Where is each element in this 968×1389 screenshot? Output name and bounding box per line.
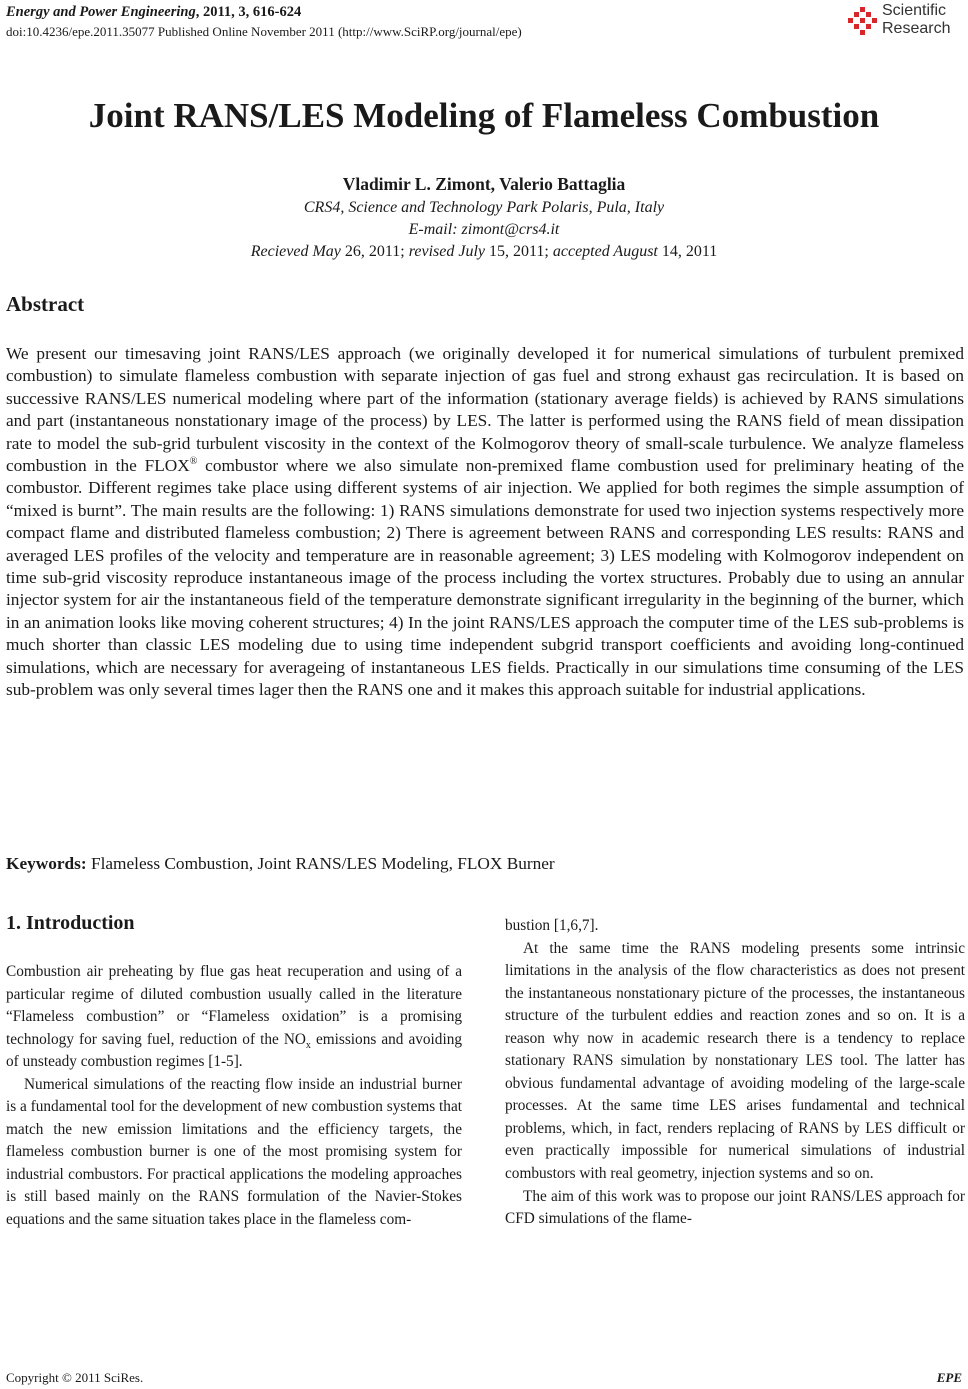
accepted-date: 14, 2011 xyxy=(657,243,718,260)
journal-abbreviation: EPE xyxy=(936,1370,962,1385)
intro-paragraph-3: At the same time the RANS modeling presents some intrinsic limitations in the analysis of the flow characteristics as does not present the instantaneous nonstationary picture of the processes, the instantaneous structure of the turbulent eddies and reaction zones and so on. It is a reason why now in academic research there is a tendency to replace stationary RANS simulation by nonstationary LES tool. The latter has obvious fundamental advantage of avoiding modeling of the large-scale processes. At the same time LES arises fundamental and technical problems, which, in fact, renders replacing of RANS by LES difficult or even practically impossible for numerical simulations of industrial combustors with real geometry, injection systems and so on. xyxy=(505,939,965,1183)
received-label: Recieved May xyxy=(250,243,341,260)
received-date: 26, 2011; xyxy=(340,243,409,260)
doi-line: doi:10.4236/epe.2011.35077 Published Online November 2011 (http://www.SciRP.org/journal/epe) xyxy=(6,24,522,39)
nox-subscript: x xyxy=(305,1039,311,1051)
intro-p1-text-b: emissions and avoiding of unsteady combustion regimes [1-5]. xyxy=(6,1030,462,1071)
accepted-label: accepted August xyxy=(552,243,658,260)
publisher-logo-line2: Research xyxy=(882,20,951,37)
keywords-label: Keywords: xyxy=(6,854,87,873)
revised-label: revised July xyxy=(408,243,485,260)
abstract-body xyxy=(6,343,964,702)
intro-p1-text-a: Combustion air preheating by flue gas heat recuperation and using of a particular regime of diluted combustion usually called in the literature “Flameless combustion” or “Flameless oxidation” is a promising technology for saving fuel, reduction of the NO xyxy=(6,963,462,1048)
journal-citation xyxy=(6,4,301,21)
keywords xyxy=(6,854,964,874)
affiliation: CRS4, Science and Technology Park Polaris, Pula, Italy xyxy=(303,199,665,216)
publisher-logo xyxy=(846,2,966,42)
left-column xyxy=(6,961,462,1232)
abstract-heading: Abstract xyxy=(6,292,85,316)
paper-title: Joint RANS/LES Modeling of Flameless Combustion xyxy=(88,96,880,135)
copyright-footer: Copyright © 2011 SciRes. xyxy=(6,1370,144,1385)
registered-mark: ® xyxy=(189,456,198,468)
keywords-text: Flameless Combustion, Joint RANS/LES Modeling, FLOX Burner xyxy=(86,854,555,873)
intro-paragraph-1 xyxy=(6,961,462,1074)
publisher-logo-text xyxy=(882,2,950,38)
journal-volume: , 2011, 3, 616-624 xyxy=(195,4,302,20)
author-email: E-mail: zimont@crs4.it xyxy=(408,221,560,238)
intro-paragraph-4: The aim of this work was to propose our joint RANS/LES approach for CFD simulations of the flame- xyxy=(505,1187,965,1228)
publisher-logo-line1: Scientific xyxy=(882,2,947,19)
right-column xyxy=(505,915,965,1231)
journal-name: Energy and Power Engineering xyxy=(6,4,196,20)
abstract-text-part2: combustor where we also simulate non-premixed flame combustion used for preliminary heating of the combustor. Different regimes take place using different systems of air injection. We applied for both regimes the simple assumption of “mixed is burnt”. The main results are the following: 1) RANS simulations demonstrate for used two injection systems respectively more compact flame and distributed flameless combustion; 2) There is agreement between RANS and corresponding LES results: RANS and averaged LES profiles of the velocity and temperature are in reasonable agreement; 3) LES modeling with Kolmogorov independent on time sub-grid viscosity reproduce instantaneous image of the process including the vortex structures. Probably due to using an annular injector system for air the instantaneous field of the temperature demonstrate significant irregularity in the beginning of the burner, which in an animation looks like moving coherent structures; 4) In the joint RANS/LES approach the computer time of the LES sub-problems is much shorter than classic LES modeling due to using time independent subgrid transport coefficients and avoiding long-continued simulations, which are necessary for averageing of instantaneous LES fields. Practically in our simulations time consuming of the LES sub-problem was only several times lager then the RANS one and it makes this approach suitable for industrial applications. xyxy=(6,456,964,700)
abstract-text-part1: We present our timesaving joint RANS/LES approach (we originally developed it for numerical simulations of turbulent premixed combustion) to simulate flameless combustion with separate injection of gas fuel and strong exhaust gas recirculation. It is based on successive RANS/LES numerical modeling where part of the information (stationary average fields) is achieved by RANS simulations and part (instantaneous nonstationary image of the process) by LES. The latter is performed using the RANS field of mean dissipation rate to model the sub-grid turbulent viscosity in the context of the Kolmogorov theory of small-scale turbulence. We analyze flameless combustion in the FLOX xyxy=(6,344,964,476)
publisher-logo-mark-icon xyxy=(846,6,878,38)
submission-dates xyxy=(0,243,968,261)
authors: Vladimir L. Zimont, Valerio Battaglia xyxy=(342,174,626,194)
section-heading-introduction: 1. Introduction xyxy=(6,912,135,934)
intro-paragraph-2: Numerical simulations of the reacting flow inside an industrial burner is a fundamental tool for the development of new combustion systems that match the new emission limitations and the efficiency targets, the flameless combustion burner is one of the most promising system for industrial combustors. For practical applications the modeling approaches is still based mainly on the RANS formulation of the Navier-Stokes equations and the same situation takes place in the flameless com- xyxy=(6,1075,462,1229)
intro-paragraph-2-continued: bustion [1,6,7]. xyxy=(505,917,599,934)
revised-date: 15, 2011; xyxy=(485,243,553,260)
